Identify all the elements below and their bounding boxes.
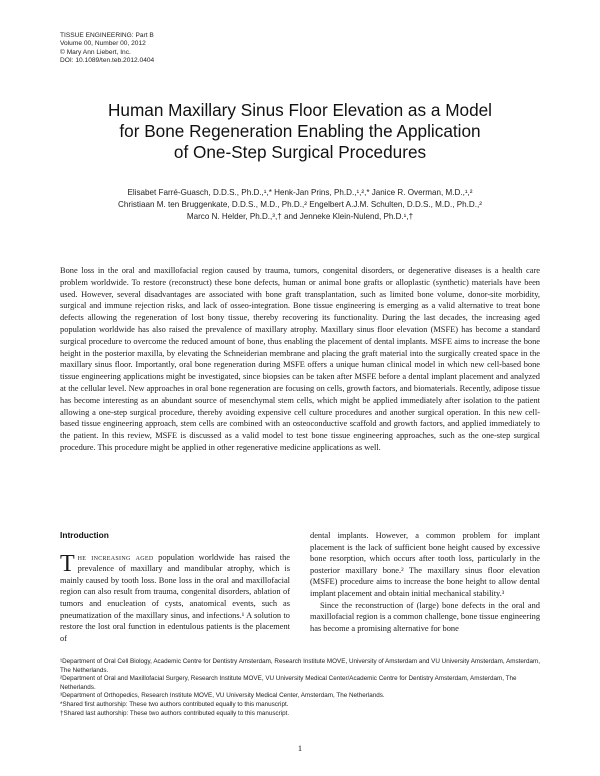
authors-line-2: Christiaan M. ten Bruggenkate, D.D.S., M.D., Ph.D.,² Engelbert A.J.M. Schulten, D.D.S., M.D., Ph.D.,² [118, 200, 482, 209]
footnote-affiliation-3: ³Department of Orthopedics, Research Institute MOVE, VU University Medical Center, Amsterdam, The Netherlands. [60, 692, 385, 700]
footnote-affiliation-1: ¹Department of Oral Cell Biology, Academic Centre for Dentistry Amsterdam, Research Institute MOVE, University of Amsterdam and VU University Amsterdam, Amsterdam, The Netherlands. [60, 658, 541, 674]
author-list [60, 187, 540, 223]
paper-title [60, 100, 540, 163]
footnote-shared-last: †Shared last authorship: These two authors contributed equally to this manuscript. [60, 709, 290, 717]
lead-in-smallcaps: he increasing aged [77, 552, 154, 562]
copyright-line: © Mary Ann Liebert, Inc. [60, 48, 131, 56]
journal-name: TISSUE ENGINEERING: Part B [60, 32, 154, 39]
journal-header [60, 32, 154, 66]
doi-line: DOI: 10.1089/ten.teb.2012.0404 [60, 57, 155, 65]
title-line-3: of One-Step Surgical Procedures [173, 142, 427, 162]
footnote-affiliation-2: ²Department of Oral and Maxillofacial Surgery, Research Institute MOVE, VU University Medical Center/Academic Centre for Dentistry Amsterdam, Amsterdam, The Netherlands. [60, 675, 517, 691]
authors-line-3: Marco N. Helder, Ph.D.,³,† and Jenneke Klein-Nulend, Ph.D.¹,† [186, 212, 414, 221]
page-number: 1 [297, 744, 303, 753]
authors-line-1: Elisabet Farré-Guasch, D.D.S., Ph.D.,¹,* Henk-Jan Prins, Ph.D.,¹,²,* Janice R. Overman, M.D.,¹,² [127, 188, 473, 197]
left-column [60, 530, 290, 644]
introduction-heading: Introduction [60, 530, 109, 540]
drop-cap: T [60, 550, 75, 577]
introduction-paragraph-continued: dental implants. However, a common problem for implant placement is the lack of sufficient bone height caused by excessive bone resorption, which occurs after tooth loss, particularly in the posterior maxillary bone.² The maxillary sinus floor elevation (MSFE) procedure aims to increase the bone height to allow dental implant placement and obtain initial mechanical stability.³ [310, 531, 540, 598]
introduction-paragraph-1-text: population worldwide has raised the prevalence of maxillary and mandibular atrophy, which is mainly caused by tooth loss. Bone loss in the oral and maxillofacial region can also result from trauma, congenital disorders, ablation of tumors and enucleation of cysts, anatomical events, such as pneumatization of the maxillary sinus, and infections.¹ A solution to restore the lost oral function in edentulous patients is the placement of [60, 552, 290, 643]
title-line-1: Human Maxillary Sinus Floor Elevation as a Model [107, 100, 493, 120]
title-line-2: for Bone Regeneration Enabling the Application [119, 121, 481, 141]
right-column [310, 530, 540, 634]
introduction-paragraph-1 [60, 552, 290, 645]
introduction-paragraph-2: Since the reconstruction of (large) bone defects in the oral and maxillofacial region is a common challenge, bone tissue engineering has become a promising alternative for bone [310, 600, 541, 633]
journal-volume: Volume 00, Number 00, 2012 [60, 40, 146, 48]
footnotes [60, 658, 540, 718]
abstract: Bone loss in the oral and maxillofacial region caused by trauma, tumors, congenital disorders, or degenerative diseases is a health care problem worldwide. To restore (reconstruct) these bone defects, human or animal bone grafts or alloplastic (synthetic) materials have been used. However, several disadvantages are associated with bone graft transplantation, such as limited bone volume, donor-site morbidity, surgical and immune rejection risks, and lack of osseo-integration. Bone tissue engineering is emerging as a valid alternative to treat bone defects allowing the regeneration of lost bony tissue, thereby recovering its functionality. During the last decades, the increasing aged population worldwide has also raised the prevalence of maxillary atrophy. Maxillary sinus floor elevation (MSFE) has become a standard surgical procedure to overcome the reduced amount of bone, thus enabling the placement of dental implants. MSFE aims to increase the bone height in the posterior maxilla, by elevating the Schneiderian membrane and placing the graft material into the surgically created space in the maxillary sinus floor. Importantly, oral bone regeneration during MSFE offers a unique human clinical model in which new cell-based bone tissue engineering applications might be investigated, since biopsies can be taken after MSFE before a dental implant placement and analyzed at the cellular level. New approaches in oral bone regeneration are focusing on cells, growth factors, and biomaterials. Recently, adipose tissue has become interesting as an abundant source of mesenchymal stem cells, which might be applied immediately after isolation to the patient allowing a one-step surgical procedure, thereby avoiding expensive cell culture procedures and another surgical operation. In this new cell-based tissue engineering approach, stem cells are combined with an osteoconductive scaffold and growth factors, and applied immediately to the patient. In this review, MSFE is discussed as a valid model to test bone tissue engineering approaches, such as the one-step surgical procedure. This procedure might be applied in other regenerative medicine applications as well. [60, 266, 540, 452]
footnote-shared-first: *Shared first authorship: These two authors contributed equally to this manuscript. [60, 700, 289, 708]
